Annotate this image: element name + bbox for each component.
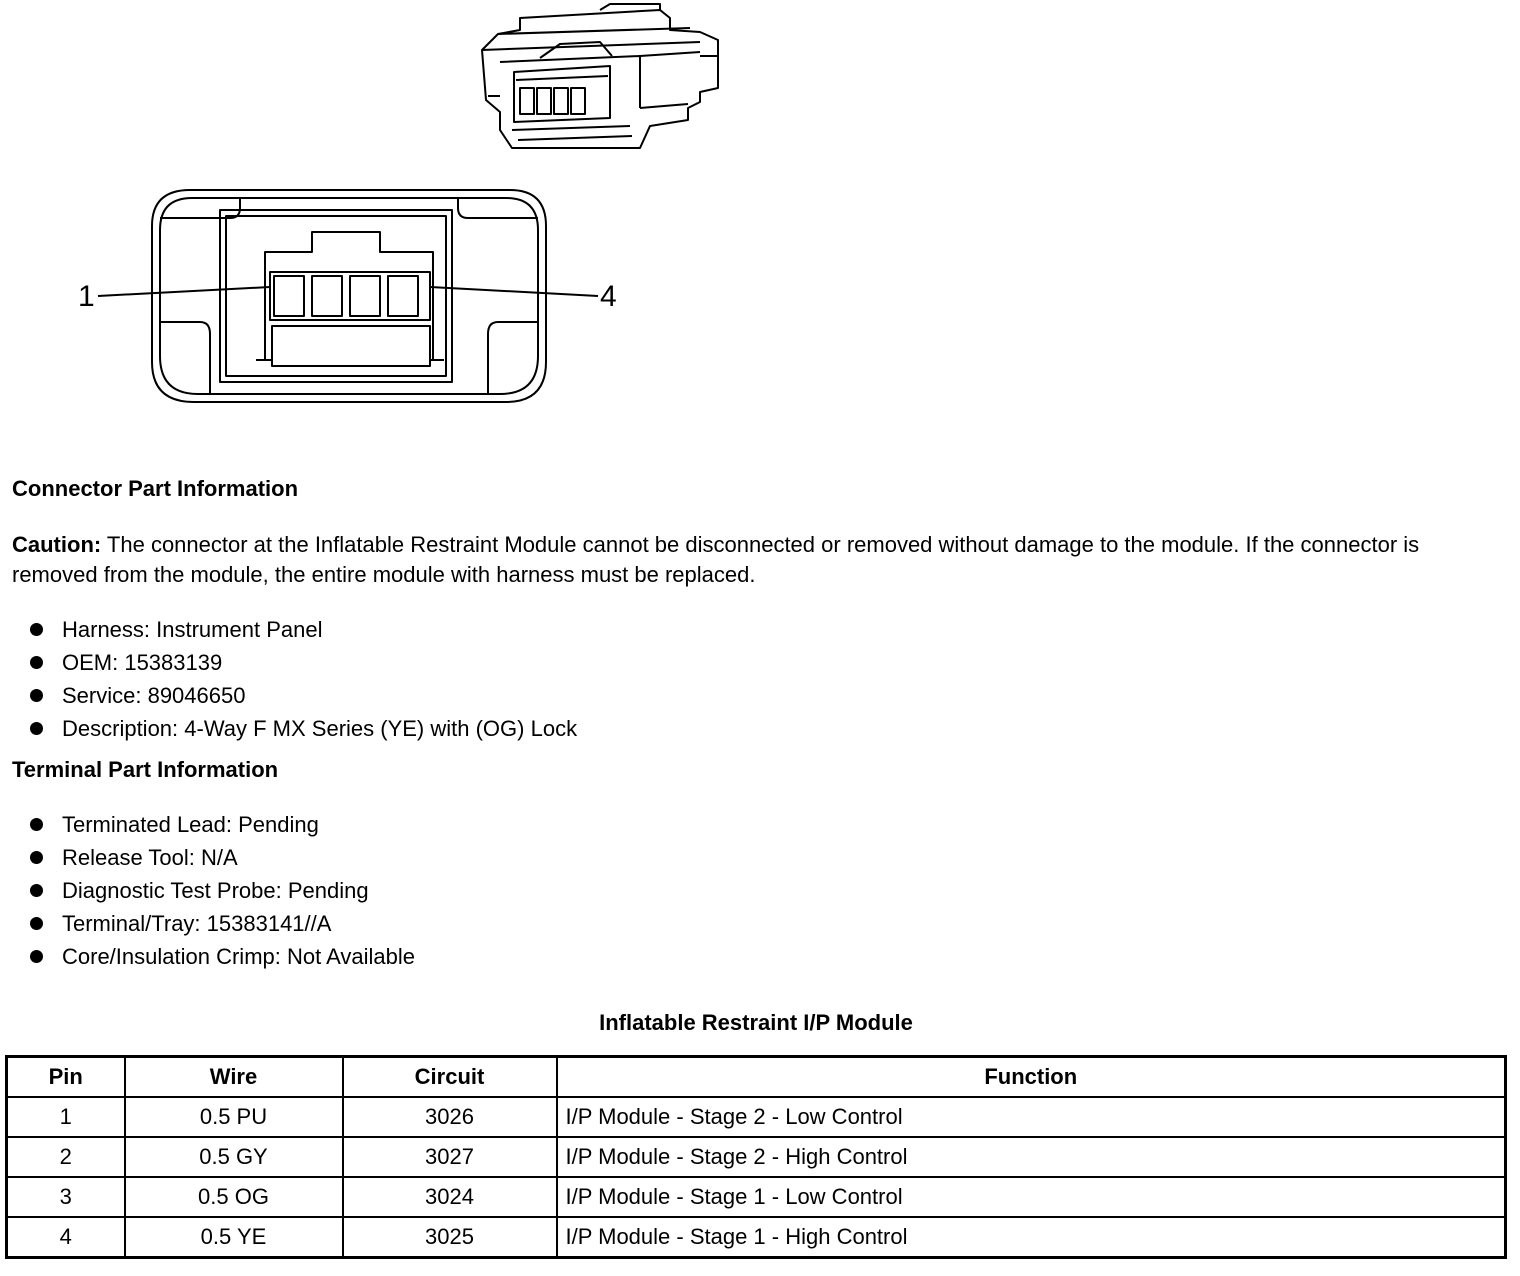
pin-1-leader-line <box>98 287 270 296</box>
cell-wire: 0.5 GY <box>125 1137 343 1177</box>
column-header-pin: Pin <box>7 1057 125 1098</box>
bullet-icon <box>30 656 43 669</box>
list-item <box>26 940 415 973</box>
bullet-icon <box>30 722 43 735</box>
cell-function: I/P Module - Stage 2 - Low Control <box>557 1097 1506 1137</box>
cell-pin: 2 <box>7 1137 125 1177</box>
table-title: Inflatable Restraint I/P Module <box>599 1010 913 1035</box>
list-item <box>26 841 415 874</box>
column-header-circuit: Circuit <box>343 1057 557 1098</box>
bullet-icon <box>30 689 43 702</box>
cell-function: I/P Module - Stage 1 - High Control <box>557 1217 1506 1258</box>
table-row <box>7 1097 1506 1137</box>
list-item-text: Terminal/Tray: 15383141//A <box>62 911 332 936</box>
cell-wire: 0.5 YE <box>125 1217 343 1258</box>
bullet-icon <box>30 950 43 963</box>
pinout-table <box>5 1055 1507 1259</box>
terminal-info-list <box>26 808 415 973</box>
list-item-text: OEM: 15383139 <box>62 650 223 675</box>
list-item-text: Diagnostic Test Probe: Pending <box>62 878 369 903</box>
bullet-icon <box>30 851 43 864</box>
cell-function: I/P Module - Stage 1 - Low Control <box>557 1177 1506 1217</box>
cell-wire: 0.5 OG <box>125 1177 343 1217</box>
bullet-icon <box>30 818 43 831</box>
cell-function: I/P Module - Stage 2 - High Control <box>557 1137 1506 1177</box>
list-item-text: Description: 4-Way F MX Series (YE) with (OG) Lock <box>62 716 578 741</box>
pin-4-leader-line <box>430 287 598 296</box>
connector-illustration <box>0 0 760 420</box>
list-item <box>26 808 415 841</box>
caution-note <box>12 530 1507 590</box>
column-header-wire: Wire <box>125 1057 343 1098</box>
cell-pin: 4 <box>7 1217 125 1258</box>
connector-3d-view <box>482 4 718 148</box>
bullet-icon <box>30 917 43 930</box>
cell-pin: 3 <box>7 1177 125 1217</box>
column-header-function: Function <box>557 1057 1506 1098</box>
cell-circuit: 3024 <box>343 1177 557 1217</box>
bullet-icon <box>30 884 43 897</box>
caution-label: Caution: <box>12 532 102 557</box>
caution-text: The connector at the Inflatable Restraint Module cannot be disconnected or removed without damage to the module. If the connector is removed from the module, the entire module with harness must be replaced. <box>12 532 1420 587</box>
list-item-text: Terminated Lead: Pending <box>62 812 319 837</box>
list-item <box>26 874 415 907</box>
list-item <box>26 679 577 712</box>
cell-wire: 0.5 PU <box>125 1097 343 1137</box>
connector-part-info-heading: Connector Part Information <box>12 476 299 501</box>
table-row <box>7 1217 1506 1258</box>
terminal-part-info-heading: Terminal Part Information <box>12 757 279 782</box>
connector-face-view <box>98 190 598 402</box>
list-item <box>26 613 577 646</box>
cell-circuit: 3027 <box>343 1137 557 1177</box>
cell-circuit: 3026 <box>343 1097 557 1137</box>
table-row <box>7 1177 1506 1217</box>
list-item-text: Harness: Instrument Panel <box>62 617 323 642</box>
list-item-text: Service: 89046650 <box>62 683 246 708</box>
bullet-icon <box>30 623 43 636</box>
list-item <box>26 712 577 745</box>
connector-diagram <box>0 0 760 420</box>
list-item <box>26 646 577 679</box>
cell-circuit: 3025 <box>343 1217 557 1258</box>
list-item-text: Release Tool: N/A <box>62 845 238 870</box>
list-item <box>26 907 415 940</box>
connector-info-list <box>26 613 577 745</box>
list-item-text: Core/Insulation Crimp: Not Available <box>62 944 415 969</box>
pin-1-label: 1 <box>78 280 95 313</box>
table-row <box>7 1137 1506 1177</box>
pin-4-label: 4 <box>600 280 617 313</box>
table-header-row <box>7 1057 1506 1098</box>
cell-pin: 1 <box>7 1097 125 1137</box>
